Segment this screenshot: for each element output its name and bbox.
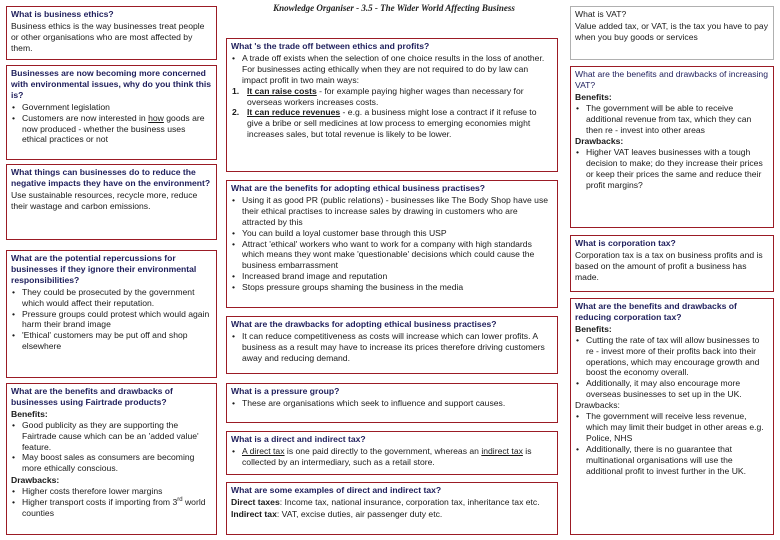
card-question: What things can businesses do to reduce the negative impacts they have on the environment? [11,167,211,188]
card-fairtrade [6,383,217,535]
list-item: • You can build a loyal customer base through this USP [231,228,553,239]
list-item: • Cutting the rate of tax will allow businesses to re - invest more of their profits back into their operations, which may encourage growth and boost the economy overall. [575,335,769,379]
benefits-label: Benefits: [11,408,48,419]
list-item: • These are organisations which seek to influence and support causes. [231,398,553,409]
bullet-list [231,331,553,364]
drawbacks-label: Drawbacks: [575,400,620,411]
card-question: What are the benefits and drawbacks of businesses using Fairtrade products? [11,386,173,407]
card-reducing-corporation-tax [570,298,774,535]
bullet-list [575,335,769,400]
card-question: What are the benefits and drawbacks of reducing corporation tax? [575,301,737,322]
card-question: What are the benefits and drawbacks of increasing VAT? [575,69,768,90]
bullet-list [231,446,553,468]
list-item: • Customers are now interested in how goods are now produced - whether the business uses ethical practices or not [11,113,212,146]
list-item: 2. It can reduce revenues - e.g. a business might lose a contract if it refuse to give a bribe or sell medicines at low process to emerging economies might increases sales, but total revenue is likely to be lower. [232,107,537,140]
list-item: • Additionally, it may also encourage more overseas businesses to set up in the UK. [575,378,769,400]
card-increasing-vat [570,66,774,228]
card-ethical-benefits [226,180,558,308]
card-what-is-vat [570,6,774,60]
list-item: • A trade off exists when the selection of one choice results in the loss of another. For businesses acting ethically when they are not required to do by law can impact profit in two main ways: [231,53,553,86]
card-repercussions [6,250,217,378]
bullet-list [231,53,553,86]
bullet-list [575,147,769,191]
card-corporation-tax [570,235,774,292]
card-question: What are the drawbacks for adopting ethical business practises? [231,319,497,329]
list-item: • Attract 'ethical' workers who want to work for a company with high standards which means they wont make 'questionable' decisions which could cause the business embarrassment [231,239,553,272]
bullet-list [575,103,769,136]
numbered-list [231,86,553,141]
card-trade-off [226,38,558,172]
card-question: What are the benefits for adopting ethical business practises? [231,183,486,193]
bullet-list [231,195,553,293]
list-item: • Higher VAT leaves businesses with a tough decision to make; do they increase their prices or keep their prices the same and reduce their profit margins? [575,147,769,191]
card-question: Businesses are now becoming more concerned with environmental issues, why do you think this is? [11,68,212,100]
card-answer: Use sustainable resources, recycle more, reduce their wastage and carbon emissions. [11,189,198,211]
indirect-tax-text: Indirect tax: VAT, excise duties, air passenger duty etc. [231,508,443,519]
list-item: • They could be prosecuted by the government which would affect their reputation. [11,287,212,309]
card-answer: Corporation tax is a tax on business profits and is based on the amount of profit a business has made. [575,249,763,282]
card-question: What is corporation tax? [575,238,676,248]
list-item: • Government legislation [11,102,212,113]
card-answer: Business ethics is the way businesses treat people or other organisations who are most affected by them. [11,20,205,53]
drawbacks-label: Drawbacks: [575,136,624,147]
list-item: • The government will receive less revenue, which may limit their budget in other areas e.g. Police, NHS [575,411,769,444]
card-question: What 's the trade off between ethics and profits? [231,41,430,51]
bullet-list [231,398,553,409]
list-item: • Using it as good PR (public relations) - businesses like The Body Shop have use their ethical practises to increase sales by drawing in customers who are attracted by this [231,195,553,228]
card-question: What is a direct and indirect tax? [231,434,366,444]
direct-taxes-text: Direct taxes: Income tax, national insurance, corporation tax, inheritance tax etc. [231,496,540,507]
card-pressure-group [226,383,558,423]
bullet-list [11,486,212,519]
list-item: • It can reduce competitiveness as costs will increase which can lower profits. A business as a result may have to increase its prices therefore driving customers away and reducing demand. [231,331,553,364]
benefits-label: Benefits: [575,323,612,334]
list-item: • Higher costs therefore lower margins [11,486,212,497]
drawbacks-label: Drawbacks: [11,475,60,486]
list-item: 1. It can raise costs - for example paying higher wages than necessary for overseas workers increases costs. [232,85,524,107]
card-direct-indirect-tax [226,431,558,475]
list-item: • The government will be able to receive additional revenue from tax, which they can then re - invest into other areas [575,103,769,136]
card-question: What are some examples of direct and indirect tax? [231,485,442,495]
list-item: • Pressure groups could protest which would again harm their brand image [11,309,212,331]
list-item: • Stops pressure groups shaming the business in the media [231,282,553,293]
card-ethical-drawbacks [226,316,558,374]
list-item: • Additionally, there is no guarantee that multinational organisations will use the additional profit to invest further in the UK. [575,444,769,477]
card-question: What is business ethics? [11,9,114,19]
card-question: What is a pressure group? [231,386,340,396]
list-item: • Higher transport costs if importing from 3rd world counties [11,497,212,519]
list-item: • Good publicity as they are supporting the Fairtrade cause which can be an 'added value' feature. [11,420,212,453]
benefits-label: Benefits: [575,91,612,102]
page-title: Knowledge Organiser - 3.5 - The Wider World Affecting Business [273,3,515,13]
bullet-list [11,102,212,146]
card-environmental-issues [6,65,217,160]
list-item: • Increased brand image and reputation [231,271,553,282]
card-tax-examples [226,482,558,535]
list-item: • 'Ethical' customers may be put off and shop elsewhere [11,330,212,352]
card-business-ethics [6,6,217,60]
list-item: • May boost sales as consumers are becoming more ethically conscious. [11,452,212,474]
card-reduce-impact [6,164,217,240]
card-question: What are the potential repercussions for businesses if they ignore their environmental responsibilities? [11,253,197,285]
card-answer: Value added tax, or VAT, is the tax you have to pay when you buy goods or services [575,20,768,42]
list-item: • A direct tax is one paid directly to the government, whereas an indirect tax is collected by an intermediary, such as a retail store. [231,446,553,468]
bullet-list [11,287,212,352]
bullet-list [575,411,769,476]
card-question: What is VAT? [575,9,627,19]
bullet-list [11,420,212,475]
